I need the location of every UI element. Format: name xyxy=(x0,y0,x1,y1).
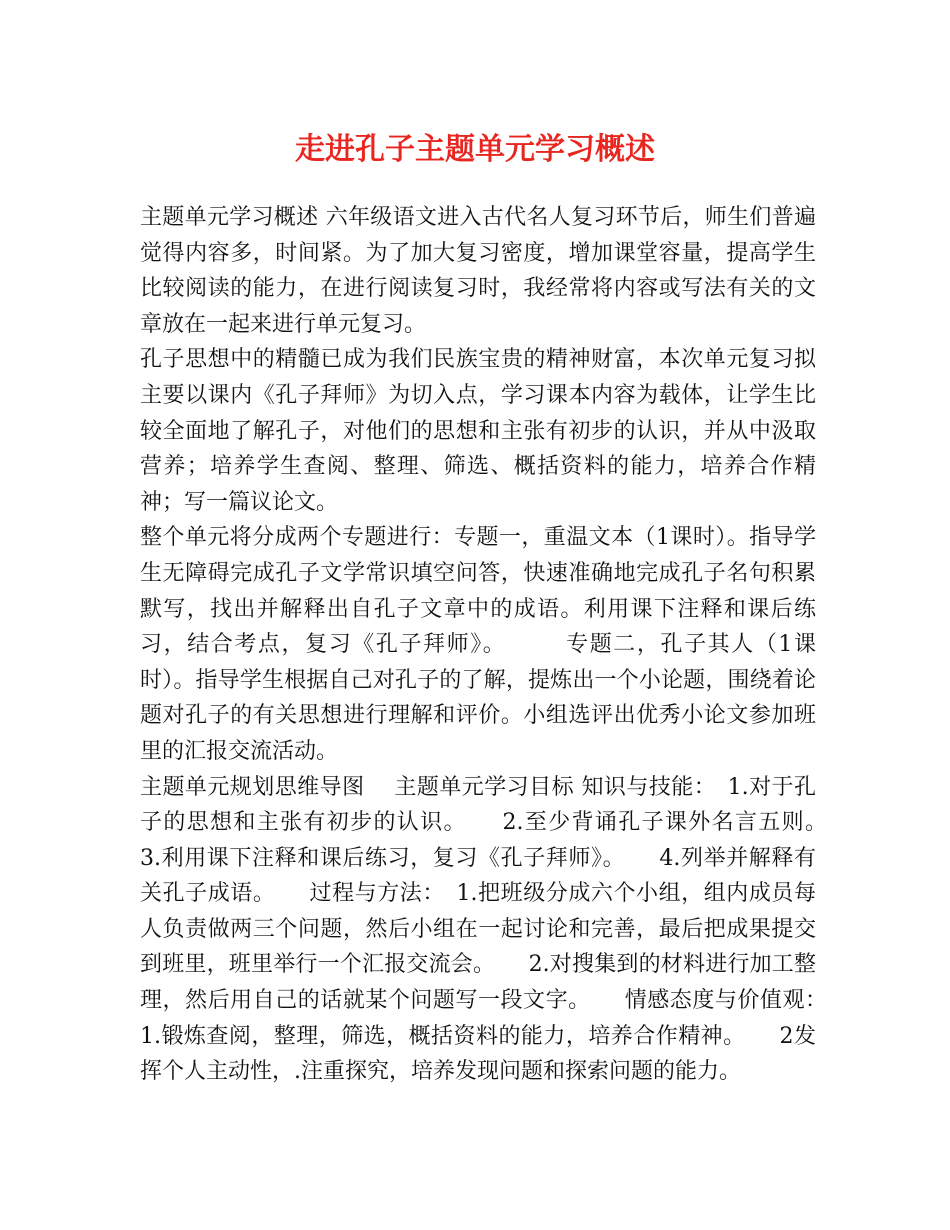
paragraph-goals: 孔子思想中的精髓已成为我们民族宝贵的精神财富，本次单元复习拟主要以课内《孔子拜师》为切入点，学习课本内容为载体，让学生比较全面地了解孔子，对他们的思想和主张有初步的认识，并从中汲取营养；培养学生查阅、整理、筛选、概括资料的能力，培养合作精神；写一篇议论文。 xyxy=(140,347,816,515)
document-body xyxy=(140,200,861,1090)
paragraph-topics: 整个单元将分成两个专题进行：专题一，重温文本（1课时）。指导学生无障碍完成孔子文学常识填空问答，快速准确地完成孔子名句积累默写，找出并解释出自孔子文章中的成语。利用课下注释和课后练习，结合考点，复习《孔子拜师》。 专题二，孔子其人（1课时）。指导学生根据自己对孔子的了解，提炼出一个小论题，围绕着论题对孔子的有关思想进行理解和评价。小组选评出优秀小论文参加班里的汇报交流活动。 xyxy=(140,525,816,764)
page-title: 走进孔子主题单元学习概述 xyxy=(295,132,655,167)
paragraph-intro: 主题单元学习概述 六年级语文进入古代名人复习环节后，师生们普遍觉得内容多，时间紧。为了加大复习密度，增加课堂容量，提高学生比较阅读的能力，在进行阅读复习时，我经常将内容或写法有关的文章放在一起来进行单元复习。 xyxy=(140,205,816,337)
paragraph-objectives: 主题单元规划思维导图 主题单元学习目标 知识与技能： 1.对于孔子的思想和主张有初步的认识。 2.至少背诵孔子课外名言五则。 3.利用课下注释和课后练习，复习《孔子拜师》。 4.列举并解释有关孔子成语。 过程与方法： 1.把班级分成六个小组，组内成员每人负责做两三个问题，然后小组在一起讨论和完善，最后把成果提交到班里，班里举行一个汇报交流会。 2.对搜集到的材料进行加工整理，然后用自己的话就某个问题写一段文字。 情感态度与价值观： 1.锻炼查阅，整理，筛选，概括资料的能力，培养合作精神。 2发挥个人主动性，.注重探究，培养发现问题和探索问题的能力。 xyxy=(140,774,861,1085)
